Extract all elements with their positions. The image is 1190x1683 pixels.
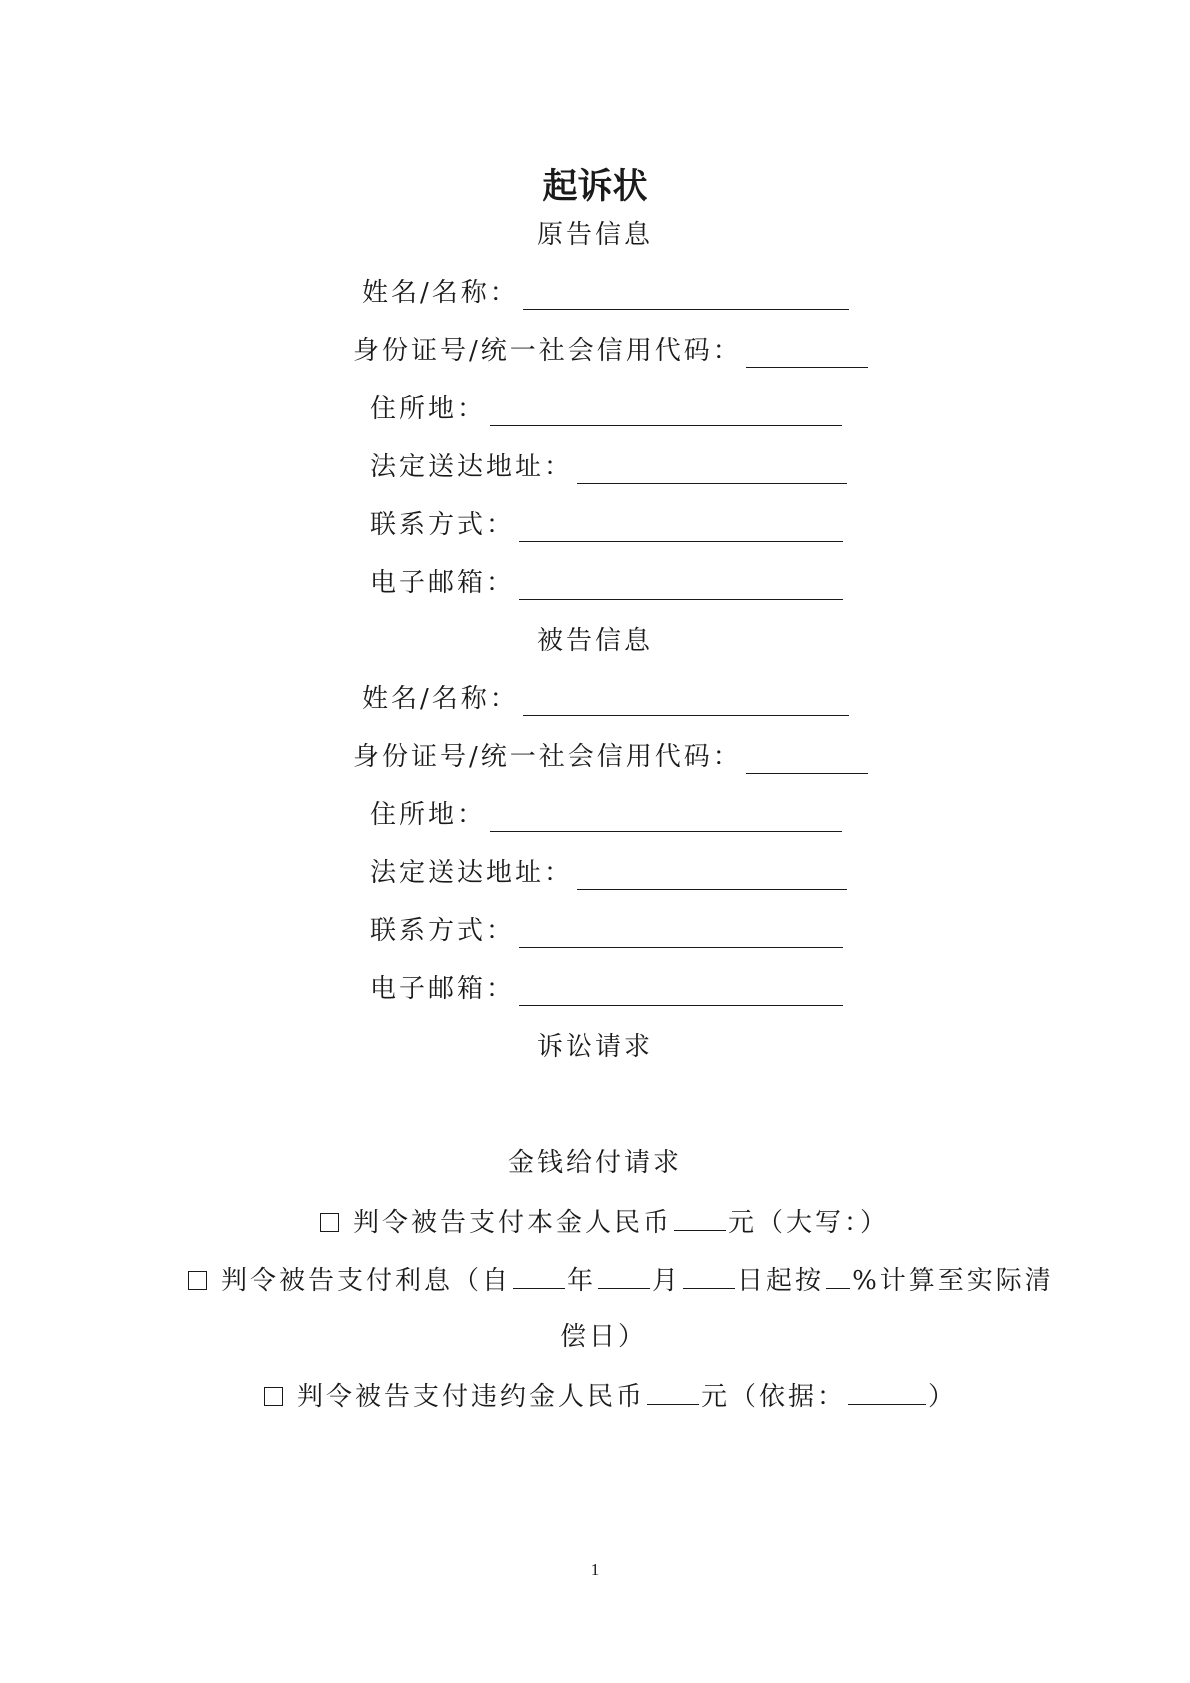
page-number: 1 (590, 1560, 600, 1579)
interest-checkbox[interactable] (188, 1271, 207, 1290)
defendant-address-label: 法定送达地址： (370, 858, 574, 888)
plaintiff-name-label: 姓名/名称： (362, 278, 519, 308)
penalty-mid: 元（依据： (701, 1382, 847, 1412)
interest-rate-text: %计算至实际清 (852, 1266, 1054, 1296)
defendant-email-label: 电子邮箱： (370, 974, 516, 1004)
defendant-name-label: 姓名/名称： (362, 684, 519, 714)
interest-day-blank[interactable] (683, 1262, 735, 1289)
defendant-email-blank[interactable] (519, 975, 843, 1006)
plaintiff-name-blank[interactable] (523, 279, 849, 310)
penalty-amount-blank[interactable] (647, 1378, 699, 1405)
interest-rate-blank[interactable] (826, 1262, 850, 1289)
principal-suffix: 元（大写：） (728, 1208, 890, 1238)
interest-day-label: 日起按 (737, 1266, 825, 1296)
defendant-contact-label: 联系方式： (370, 916, 516, 946)
interest-claim-continuation: 偿日） (560, 1322, 648, 1352)
defendant-email-field (370, 972, 843, 1006)
plaintiff-address-field (370, 450, 847, 484)
plaintiff-contact-field (370, 508, 843, 542)
penalty-basis-blank[interactable] (848, 1378, 926, 1405)
plaintiff-email-label: 电子邮箱： (370, 568, 516, 598)
interest-claim (188, 1262, 1054, 1298)
monetary-claims-subheading: 金钱给付请求 (507, 1148, 682, 1178)
defendant-id-label: 身份证号/统一社会信用代码： (353, 742, 742, 772)
plaintiff-email-field (370, 566, 843, 600)
principal-amount-blank[interactable] (674, 1204, 726, 1231)
penalty-checkbox[interactable] (264, 1387, 283, 1406)
defendant-domicile-field (370, 798, 842, 832)
plaintiff-name-field (362, 276, 849, 310)
principal-checkbox[interactable] (320, 1213, 339, 1232)
defendant-address-field (370, 856, 847, 890)
principal-claim (320, 1204, 889, 1240)
plaintiff-domicile-label: 住所地： (370, 394, 487, 424)
plaintiff-heading: 原告信息 (536, 220, 653, 250)
plaintiff-address-label: 法定送达地址： (370, 452, 574, 482)
plaintiff-email-blank[interactable] (519, 569, 843, 600)
document-title: 起诉状 (542, 167, 648, 207)
defendant-contact-field (370, 914, 843, 948)
defendant-domicile-blank[interactable] (490, 801, 842, 832)
penalty-claim (264, 1378, 957, 1414)
interest-month-label: 月 (652, 1266, 682, 1296)
defendant-id-field (353, 740, 868, 774)
plaintiff-id-label: 身份证号/统一社会信用代码： (353, 336, 742, 366)
principal-prefix: 判令被告支付本金人民币 (353, 1208, 673, 1238)
defendant-name-field (362, 682, 849, 716)
defendant-domicile-label: 住所地： (370, 800, 487, 830)
defendant-heading: 被告信息 (536, 626, 653, 656)
defendant-contact-blank[interactable] (519, 917, 843, 948)
penalty-end: ） (928, 1382, 958, 1412)
interest-year-blank[interactable] (513, 1262, 565, 1289)
interest-month-blank[interactable] (598, 1262, 650, 1289)
interest-prefix: 判令被告支付利息（自 (221, 1266, 512, 1296)
interest-year-label: 年 (567, 1266, 597, 1296)
plaintiff-id-field (353, 334, 868, 368)
defendant-id-blank[interactable] (746, 743, 868, 774)
plaintiff-domicile-blank[interactable] (490, 395, 842, 426)
plaintiff-contact-blank[interactable] (519, 511, 843, 542)
plaintiff-domicile-field (370, 392, 842, 426)
plaintiff-contact-label: 联系方式： (370, 510, 516, 540)
plaintiff-address-blank[interactable] (577, 453, 847, 484)
claims-heading: 诉讼请求 (536, 1032, 653, 1062)
plaintiff-id-blank[interactable] (746, 337, 868, 368)
defendant-name-blank[interactable] (523, 685, 849, 716)
penalty-prefix: 判令被告支付违约金人民币 (297, 1382, 646, 1412)
defendant-address-blank[interactable] (577, 859, 847, 890)
